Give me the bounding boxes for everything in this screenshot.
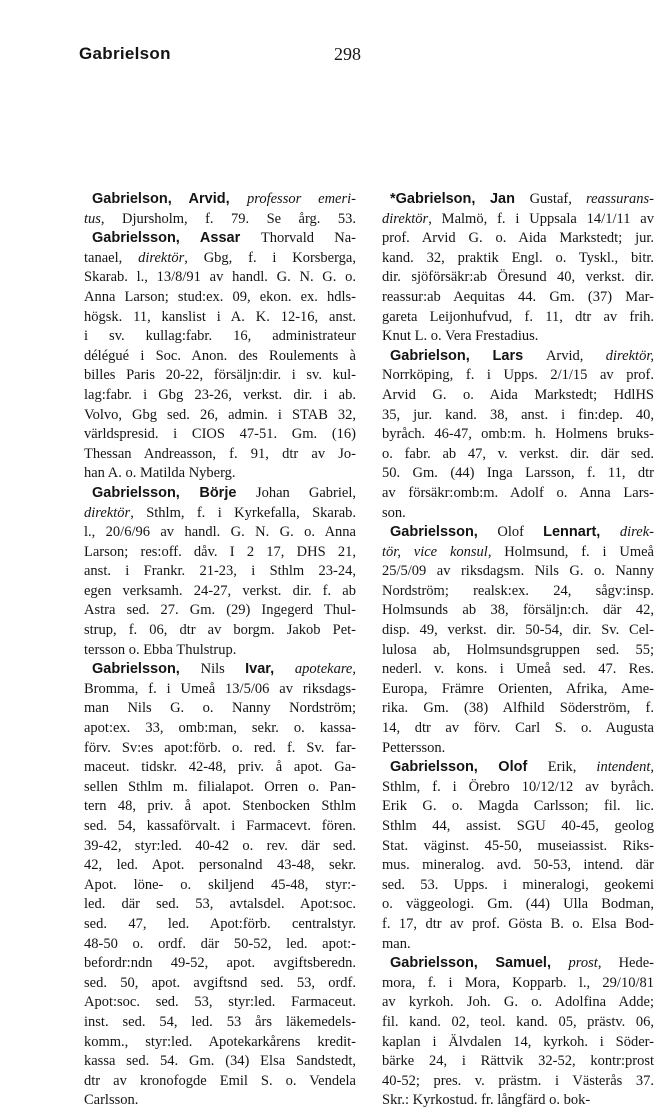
entry-text-line: [382, 1052, 654, 1072]
entry-title-italic: tör, vice konsul: [382, 543, 488, 560]
entry-text-line: [382, 876, 654, 896]
entry-text-line: [382, 974, 654, 994]
entry-text-line: [84, 308, 356, 328]
entry-text-line: [382, 249, 654, 269]
entry-text-line: [84, 993, 356, 1013]
entry-text-line: [84, 268, 356, 288]
entry-text: fil. kand. 02, teol. kand. 05, prästv. 06,: [382, 1013, 654, 1030]
entry-text-line: [84, 974, 356, 994]
entry-text: Erik G. o. Magda Carlsson; fil. lic.: [382, 798, 654, 815]
entry-text: 48-50 o. ordf. där 50-52, led. apot:-: [84, 935, 356, 952]
entry-text: 25/5/09 av riksdagsm. Nils G. o. Nanny: [382, 563, 654, 580]
entry-text: anst. i Frankr. 21-23, i Sthlm 23-24,: [84, 563, 356, 580]
entry-text: Skr.: Kyrkostud. fr. långfärd o. bok-: [382, 1092, 591, 1109]
entry-text: lulosa ab, Holmsundsgruppen sed. 55;: [382, 641, 654, 658]
entry-text-line: [382, 778, 654, 798]
entry-title-italic: direktör: [138, 249, 185, 266]
entry-text: man.: [382, 935, 411, 952]
entry-text-line: [84, 601, 356, 621]
entry-text: 35, jur. kand. 38, anst. i fin:dep. 40,: [382, 406, 654, 423]
entry-text-line: [84, 504, 356, 524]
entry-text-line: [382, 425, 654, 445]
entry-text-line: [382, 445, 654, 465]
entry-text: prof. Arvid G. o. Aida Markstedt; jur.: [382, 230, 654, 247]
left-column: [84, 190, 356, 1111]
entry-text: han A. o. Matilda Nyberg.: [84, 465, 236, 482]
entry-text: man Nils G. o. Nanny Nordström;: [84, 700, 356, 717]
entry-text-line: [84, 954, 356, 974]
entry-heading-line: [84, 484, 356, 504]
entry-text-line: [84, 543, 356, 563]
entry-text-line: [84, 406, 356, 426]
entry-text: son.: [382, 504, 406, 521]
entry-text: , Gbg, f. i Korsberga,: [184, 249, 356, 266]
entry-text: av försäkr:omb:m. Adolf o. Anna Lars-: [382, 484, 654, 501]
entry-text: befordr:ndn 49-52, apot. avgiftsberedn.: [84, 955, 356, 972]
entry-text: Astra sed. 27. Gm. (29) Ingegerd Thul-: [84, 602, 356, 619]
entry-text-line: [382, 895, 654, 915]
entry-text-line: [382, 660, 654, 680]
entry-text-line: [382, 464, 654, 484]
entry-text: Anna Larson; stud:ex. 09, ekon. ex. hdls-: [84, 288, 356, 305]
entry-text-line: [84, 523, 356, 543]
entry-title-italic: direktör: [382, 210, 429, 227]
entry-title-italic: reassurans-: [586, 191, 654, 207]
entry-text-line: [382, 641, 654, 661]
entry-text-line: [382, 288, 654, 308]
entry-headword: Gabrielson, Lars: [390, 347, 546, 364]
entry-title-italic: apotekare,: [294, 661, 356, 678]
entry-text: Johan Gabriel,: [255, 484, 356, 501]
entry-heading-line: [84, 229, 356, 249]
entry-text: komm., styr:led. Apotekarkårens kredit-: [84, 1033, 356, 1050]
entry-text-line: [84, 1052, 356, 1072]
entry-text-line: [382, 229, 654, 249]
entry-text: sed. 47, led. Apot:förb. centralstyr.: [84, 915, 356, 932]
entry-text: Stat. väginst. 45-50, museiassist. Riks-: [382, 837, 654, 854]
entry-heading-line: [382, 954, 654, 974]
entry-text: Nils: [200, 661, 246, 678]
entry-text: , Hede-: [597, 955, 654, 972]
entry-text-line: [382, 1033, 654, 1053]
entry-text: byråch. 46-47, omb:m. h. Holmens bruks-: [382, 426, 654, 443]
entry-text: Larson; res:off. dåv. I 2 17, DHS 21,: [84, 543, 356, 560]
entry-headword: Gabrielsson,: [390, 524, 498, 541]
entry-text: förv. Sv:es apot:förb. o. red. f. Sv. far-: [84, 739, 356, 756]
entry-text-line: [382, 993, 654, 1013]
entry-title-italic: direktör,: [605, 347, 654, 364]
entry-text: 14, dtr av förv. Carl S. o. Augusta: [382, 720, 654, 737]
entry-text: sed. 54, kassaförvalt. i Farmacevt. fören.: [84, 818, 356, 834]
entry-text: , Djursholm, f. 79. Se årg. 53.: [100, 210, 356, 227]
entry-text-line: [382, 308, 654, 328]
entry-text-line: [382, 406, 654, 426]
entry-text: Knut L. o. Vera Frestadius.: [382, 328, 539, 345]
entry-text: Thessan Andreasson, f. 91, dtr av Jo-: [84, 445, 356, 462]
entry-text: Sthlm, f. i Örebro 10/12/12 av byråch.: [382, 778, 654, 795]
entry-text: Norrköping, f. i Upps. 2/1/15 av prof.: [382, 367, 654, 384]
entry-text: led. där sed. 53, avtalsdel. Apot:soc.: [84, 896, 356, 913]
entry-text-line: [84, 778, 356, 798]
entry-text: egen verksamh. 24-27, verkst. dir. f. ab: [84, 582, 356, 599]
entry-text-line: [84, 895, 356, 915]
entry-text-line: [84, 1013, 356, 1033]
entry-text: Arvid,: [545, 347, 606, 364]
entry-text: Bromma, f. i Umeå 13/5/06 av riksdags-: [84, 680, 356, 697]
entry-text: lag:fabr. i Gbg 23-26, verkst. dir. i ab.: [84, 386, 356, 403]
entry-text-line: [84, 288, 356, 308]
entry-headword: Gabrielsson, Samuel,: [390, 955, 569, 972]
entry-text-line: [84, 621, 356, 641]
entry-title-italic: direk-: [619, 524, 654, 541]
entry-text-line: [84, 366, 356, 386]
entry-text-line: [84, 719, 356, 739]
entry-text: f. 17, dtr av prof. Gösta B. o. Elsa Bod-: [382, 915, 654, 932]
entry-headword: Gabrielson, Arvid,: [92, 191, 247, 207]
entry-headword: Gabrielsson, Olof: [390, 759, 548, 776]
entry-text: 40-52; pres. v. prästm. i Västerås 37.: [382, 1072, 654, 1089]
entry-text: dtr av kronofogde Emil S. o. Vendela: [84, 1072, 356, 1089]
entry-text-line: [382, 1072, 654, 1092]
entry-text-line: [382, 327, 654, 347]
entry-text: 39-42, styr:led. 40-42 o. rev. där sed.: [84, 837, 356, 854]
entry-text-line: [84, 739, 356, 759]
entry-text: gareta Leijonhufvud, f. 11, dtr av frih.: [382, 308, 654, 325]
entry-text-line: [382, 837, 654, 857]
entry-text: disp. 49, verkst. dir. 50-54, dir. Sv. Cel-: [382, 622, 654, 639]
entry-text: nederl. v. kons. i Umeå sed. 47. Res.: [382, 661, 654, 678]
entry-text-line: [84, 915, 356, 935]
entry-text-line: [84, 699, 356, 719]
page-header: [0, 44, 672, 74]
entry-text-line: [84, 445, 356, 465]
entry-text: i sv. kullag:fabr. 16, administrateur: [84, 328, 356, 345]
entry-headword: Lennart,: [543, 524, 620, 541]
entry-text: rika. Gm. (38) Alfhild Söderström, f.: [382, 700, 654, 717]
entry-text-line: [382, 1013, 654, 1033]
entry-title-italic: prost: [568, 955, 598, 972]
entry-text: o. väggeologi. Gm. (44) Ulla Bodman,: [382, 896, 654, 913]
entry-text-line: [382, 621, 654, 641]
entry-text: sed. 50, apot. avgiftsnd sed. 53, ordf.: [84, 974, 356, 991]
entry-text-line: [84, 797, 356, 817]
entry-text: kaplan i Älvdalen 14, kyrkoh. i Söder-: [382, 1033, 654, 1050]
entry-text: tersson o. Ebba Thulstrup.: [84, 641, 237, 658]
entry-headword: Gabrielsson,: [92, 661, 201, 678]
entry-text: 50. Gm. (44) Inga Larsson, f. 11, dtr: [382, 465, 654, 482]
entry-text-line: [382, 915, 654, 935]
entry-text: Thorvald Na-: [260, 230, 356, 247]
entry-text-line: [84, 386, 356, 406]
entry-text-line: [84, 1072, 356, 1092]
entry-text-line: [84, 464, 356, 484]
entry-text-line: [382, 719, 654, 739]
entry-text: dir. sjöförsäkr:ab Öresund 40, verkst. dir.: [382, 269, 654, 286]
entry-text: högsk. 11, kanslist i A. K. 12-16, anst.: [84, 308, 356, 325]
entry-text-line: [382, 856, 654, 876]
entry-title-italic: tus: [84, 210, 101, 227]
entry-text: världspresid. i CIOS 47-51. Gm. (16): [84, 426, 356, 443]
entry-text-line: [84, 249, 356, 269]
running-head: Gabrielson: [79, 44, 171, 63]
entry-text-line: [382, 680, 654, 700]
entry-text: Sthlm 44, assist. SGU 40-45, geolog: [382, 818, 654, 834]
entry-text: av kyrkoh. Joh. G. o. Adolfina Adde;: [382, 994, 654, 1011]
entry-heading-line: [84, 190, 356, 210]
entry-text-line: [382, 504, 654, 524]
entry-text: mora, f. i Mora, Kopparb. l., 29/10/81: [382, 974, 654, 991]
entry-text: inst. sed. 54, led. 53 års läkemedels-: [84, 1013, 356, 1030]
entry-text: apot:ex. 33, omb:man, sekr. o. kassa-: [84, 720, 356, 737]
entry-text-line: [84, 876, 356, 896]
entry-text: Apot. löne- o. skiljend 45-48, styr:-: [84, 876, 356, 893]
entry-text-line: [382, 366, 654, 386]
entry-text-line: [84, 680, 356, 700]
entry-text: kand. 32, praktik Engl. o. Tyskl., bitr.: [382, 249, 654, 266]
entry-text-line: [382, 210, 654, 230]
entry-text: maceut. tidskr. 42-48, priv. å apot. Ga-: [84, 759, 356, 776]
entry-text-line: [382, 484, 654, 504]
entry-text-line: [84, 1033, 356, 1053]
entry-text-line: [382, 268, 654, 288]
entry-heading-line: [382, 347, 654, 367]
entry-text: l., 20/6/96 av handl. G. N. G. o. Anna: [84, 524, 356, 541]
entry-headword: Ivar,: [245, 661, 295, 678]
entry-headword: Gabrielsson, Assar: [92, 230, 261, 247]
entry-text: o. fabr. ab 47, v. verkst. dir. där sed.: [382, 445, 654, 462]
entry-text: Erik,: [547, 759, 597, 776]
entry-text-line: [84, 641, 356, 661]
entry-text: Europa, Främre Orienten, Afrika, Ame-: [382, 680, 654, 697]
entry-text-line: [84, 758, 356, 778]
entry-text: strup, f. 06, dtr av borgm. Jakob Pet-: [84, 622, 356, 639]
entry-heading-line: [382, 190, 654, 210]
entry-text: Nordström; realsk:ex. 24, sågv:insp.: [382, 582, 654, 599]
entry-text: Holmsunds ab 38, försäljn:ch. där 42,: [382, 602, 654, 619]
entry-text: Apot:soc. sed. 53, styr:led. Farmaceut.: [84, 994, 356, 1011]
entry-title-italic: direktör: [84, 504, 131, 521]
entry-text-line: [84, 327, 356, 347]
entry-text-line: [382, 386, 654, 406]
entry-text: Carlsson.: [84, 1092, 139, 1109]
entry-text-line: [382, 543, 654, 563]
entry-text-line: [382, 797, 654, 817]
entry-text-line: [84, 210, 356, 230]
entry-text-line: [84, 582, 356, 602]
entry-text-line: [84, 856, 356, 876]
entry-text: sellen Sthlm m. filialapot. Orren o. Pan-: [84, 778, 356, 795]
entry-text: , Holmsund, f. i Umeå: [487, 543, 654, 560]
page-number: 298: [334, 44, 361, 64]
entry-text-line: [84, 562, 356, 582]
entry-text: kassa sed. 54. Gm. (34) Elsa Sandstedt,: [84, 1053, 356, 1070]
entry-text: , Malmö, f. i Uppsala 14/1/11 av: [428, 210, 654, 227]
entry-text-line: [382, 562, 654, 582]
entry-heading-line: [84, 660, 356, 680]
entry-text: Volvo, Gbg sed. 26, admin. i STAB 32,: [84, 406, 356, 423]
entry-title-italic: intendent,: [596, 759, 655, 776]
entry-heading-line: [382, 758, 654, 778]
entry-text: Arvid G. o. Aida Markstedt; HdlHS: [382, 386, 654, 403]
entry-text-line: [382, 1091, 654, 1111]
right-column: [382, 190, 654, 1111]
entry-text-line: [84, 425, 356, 445]
entry-heading-line: [382, 523, 654, 543]
entry-text-line: [84, 1091, 356, 1111]
entry-text-line: [382, 601, 654, 621]
entry-text-line: [382, 739, 654, 759]
entry-text-line: [382, 817, 654, 837]
entry-text-line: [84, 347, 356, 367]
entry-text: Pettersson.: [382, 739, 446, 756]
entry-text-line: [84, 935, 356, 955]
entry-text: mus. mineralog. avd. 50-53, intend. där: [382, 857, 654, 874]
entry-text: Skarab. l., 13/8/91 av handl. G. N. G. o.: [84, 269, 356, 286]
entry-text: Gustaf,: [529, 191, 587, 207]
entry-text: billes Paris 20-22, försäljn:dir. i sv. kul-: [84, 367, 356, 384]
entry-text: tern 48, priv. å apot. Stenbocken Sthlm: [84, 798, 356, 815]
entry-text: reassur:ab Aequitas 44. Gm. (37) Mar-: [382, 288, 654, 305]
entry-text: , Sthlm, f. i Kyrkefalla, Skarab.: [130, 504, 356, 521]
entry-headword: *Gabrielson, Jan: [390, 191, 530, 207]
entry-text: bärke 24, i Rättvik 32-52, kontr:prost: [382, 1053, 654, 1070]
entry-text-line: [84, 837, 356, 857]
entry-text: 42, led. Apot. personalnd 43-48, sekr.: [84, 857, 356, 874]
entry-text: délégué i Soc. Anon. des Roulements à: [84, 347, 356, 364]
entry-text: Olof: [497, 524, 544, 541]
entry-headword: Gabrielsson, Börje: [92, 484, 256, 501]
entry-text: tanael,: [84, 249, 139, 266]
entry-text-line: [382, 935, 654, 955]
entry-title-italic: professor emeri-: [246, 191, 356, 207]
entry-text: sed. 53. Upps. i mineralogi, geokemi: [382, 876, 654, 893]
entry-text-line: [382, 582, 654, 602]
entry-text-line: [84, 817, 356, 837]
entry-text-line: [382, 699, 654, 719]
